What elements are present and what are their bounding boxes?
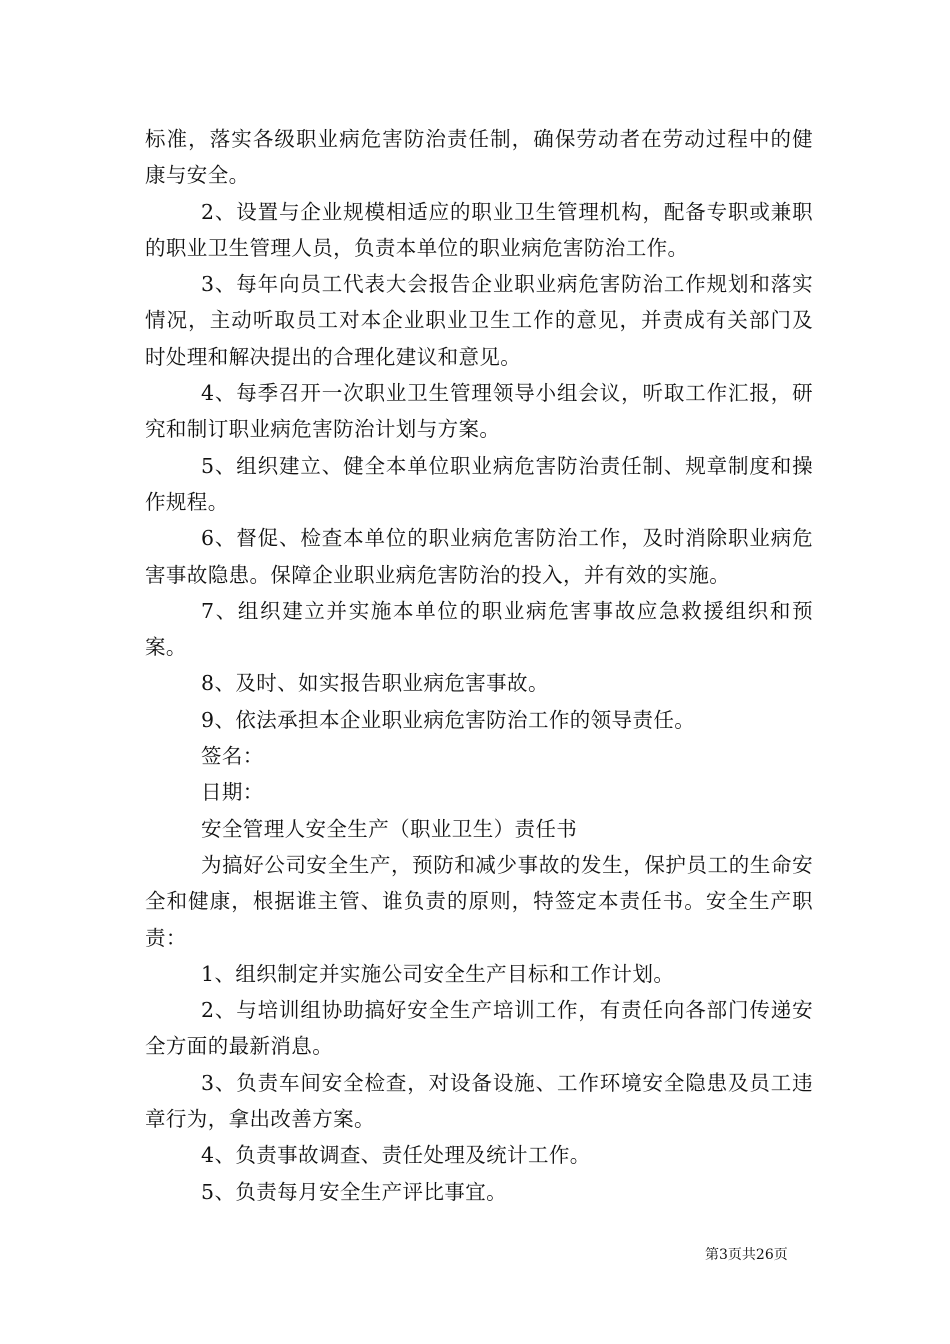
paragraph-item-5: 5、组织建立、健全本单位职业病危害防治责任制、规章制度和操作规程。 — [145, 453, 813, 514]
duty-item-4: 4、负责事故调查、责任处理及统计工作。 — [201, 1143, 591, 1168]
section-intro: 为搞好公司安全生产，预防和减少事故的发生，保护员工的生命安全和健康，根据谁主管、谁负责的原则，特签定本责任书。安全生产职责： — [145, 852, 813, 950]
duty-item-5: 5、负责每月安全生产评比事宜。 — [201, 1179, 508, 1204]
date-label: 日期： — [201, 780, 264, 805]
paragraph-item-9: 9、依法承担本企业职业病危害防治工作的领导责任。 — [201, 707, 696, 732]
duty-item-3: 3、负责车间安全检查，对设备设施、工作环境安全隐患及员工违章行为，拿出改善方案。 — [145, 1070, 813, 1132]
paragraph-item-8: 8、及时、如实报告职业病危害事故。 — [201, 671, 549, 696]
page-number: 第3页共26页 — [705, 1247, 788, 1263]
paragraph-item-4: 4、每季召开一次职业卫生管理领导小组会议，听取工作汇报，研究和制订职业病危害防治计划与方案。 — [145, 381, 813, 442]
document-body — [145, 121, 813, 1210]
paragraph-item-7: 7、组织建立并实施本单位的职业病危害事故应急救援组织和预案。 — [145, 598, 813, 660]
paragraph-item-2: 2、设置与企业规模相适应的职业卫生管理机构，配备专职或兼职的职业卫生管理人员，负责本单位的职业病危害防治工作。 — [145, 199, 813, 260]
paragraph-item-6: 6、督促、检查本单位的职业病危害防治工作，及时消除职业病危害事故隐患。保障企业职业病危害防治的投入，并有效的实施。 — [145, 526, 813, 587]
signature-label: 签名： — [201, 744, 264, 769]
duty-item-2: 2、与培训组协助搞好安全生产培训工作，有责任向各部门传递安全方面的最新消息。 — [145, 998, 813, 1059]
paragraph-continuation: 标准，落实各级职业病危害防治责任制，确保劳动者在劳动过程中的健康与安全。 — [145, 127, 813, 188]
section-title: 安全管理人安全生产（职业卫生）责任书 — [201, 816, 578, 841]
duty-item-1: 1、组织制定并实施公司安全生产目标和工作计划。 — [201, 961, 675, 986]
paragraph-item-3: 3、每年向员工代表大会报告企业职业病危害防治工作规划和落实情况，主动听取员工对本企业职业卫生工作的意见，并责成有关部门及时处理和解决提出的合理化建议和意见。 — [145, 272, 813, 369]
